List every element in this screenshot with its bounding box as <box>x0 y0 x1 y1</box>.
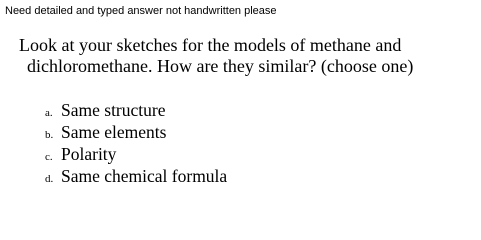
option-c <box>45 143 227 165</box>
answer-options-list <box>45 99 227 187</box>
option-b <box>45 121 227 143</box>
option-a <box>45 99 227 121</box>
option-marker: c. <box>45 151 53 163</box>
question-line-1: Look at your sketches for the models of methane and <box>19 35 402 55</box>
option-text: Same structure <box>61 100 166 120</box>
question-line-2: dichloromethane. How are they similar? (choose one) <box>27 56 414 76</box>
option-text: Polarity <box>61 144 117 164</box>
option-marker: a. <box>45 107 53 119</box>
question-text <box>19 35 479 77</box>
option-marker: b. <box>45 129 54 141</box>
option-text: Same elements <box>61 122 167 142</box>
request-note: Need detailed and typed answer not handwritten please <box>5 5 277 17</box>
option-d <box>45 165 227 187</box>
option-marker: d. <box>45 173 54 185</box>
option-text: Same chemical formula <box>61 166 228 186</box>
